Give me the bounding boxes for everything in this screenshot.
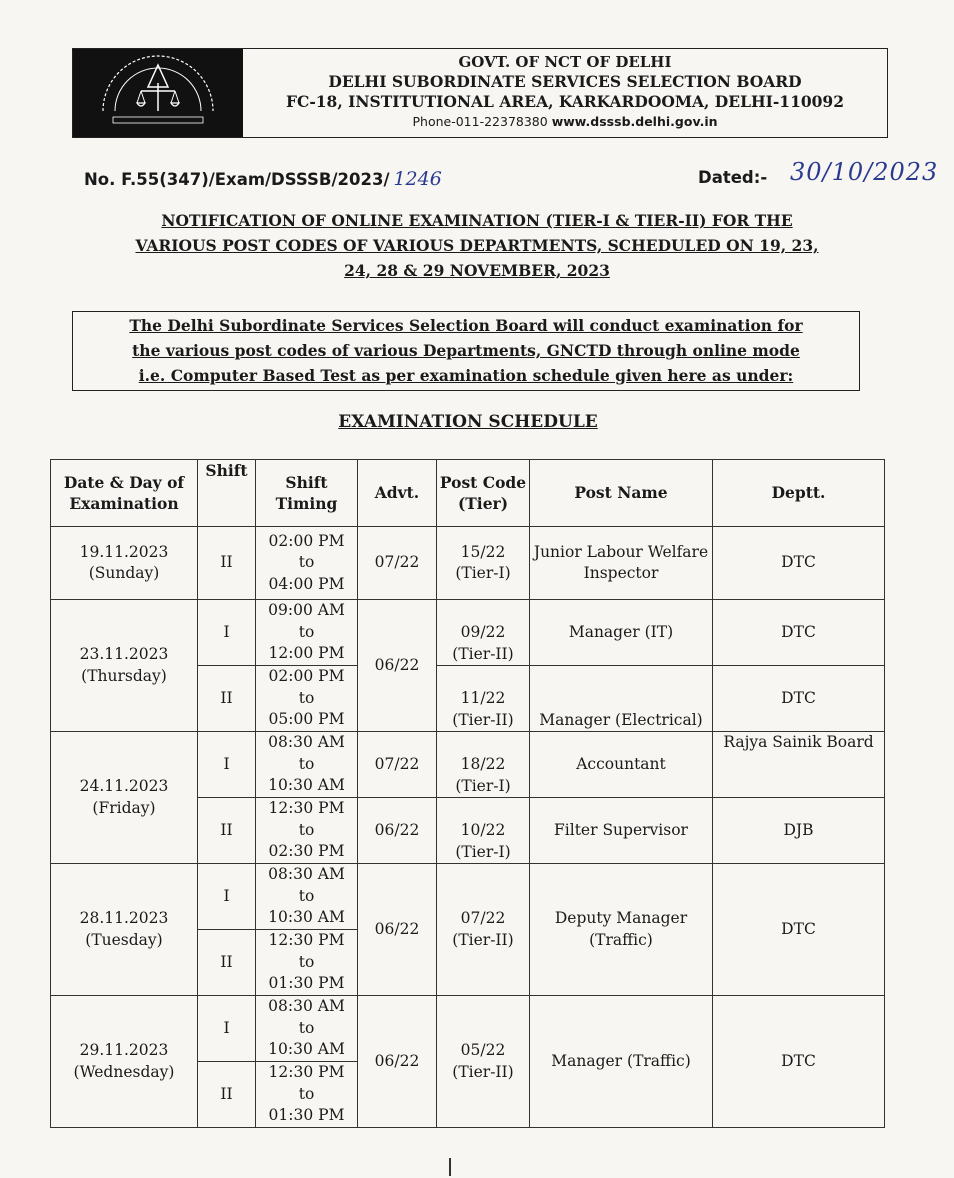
- exam-date-cell: 23.11.2023 (Thursday): [51, 600, 198, 732]
- advt-cell: 07/22: [358, 527, 437, 600]
- col-header-date: Date & Day of Examination: [51, 460, 198, 527]
- page-mark: [449, 1158, 451, 1176]
- deptt-cell: DTC: [713, 864, 885, 996]
- shift-cell: II: [198, 1062, 256, 1128]
- advt-cell: 06/22: [358, 864, 437, 996]
- notification-title-line: 24, 28 & 29 NOVEMBER, 2023: [344, 261, 610, 280]
- col-header-timing: Shift Timing: [256, 460, 358, 527]
- post-code-cell: 05/22 (Tier-II): [437, 996, 530, 1128]
- table-row: [51, 996, 885, 1062]
- reference-number: [84, 168, 442, 190]
- notification-title-line: VARIOUS POST CODES OF VARIOUS DEPARTMENTS, SCHEDULED ON 19, 23,: [135, 236, 819, 255]
- intro-line: the various post codes of various Departments, GNCTD through online mode: [132, 341, 800, 360]
- dated-handwritten: 30/10/2023: [790, 158, 939, 186]
- board-address: FC-18, INSTITUTIONAL AREA, KARKARDOOMA, DELHI-110092: [285, 92, 844, 111]
- website-link[interactable]: www.dsssb.delhi.gov.in: [551, 114, 718, 129]
- post-name-cell: Manager (Electrical): [530, 666, 713, 732]
- deptt-cell: DTC: [713, 600, 885, 666]
- col-header-post-code: Post Code (Tier): [437, 460, 530, 527]
- post-code-cell: 10/22 (Tier-I): [437, 798, 530, 864]
- timing-cell: 08:30 AM to 10:30 AM: [256, 996, 358, 1062]
- advt-cell: 07/22: [358, 732, 437, 798]
- exam-date-cell: 24.11.2023 (Friday): [51, 732, 198, 864]
- deptt-cell: DTC: [713, 996, 885, 1128]
- deptt-cell: DJB: [713, 798, 885, 864]
- letterhead: [72, 48, 888, 138]
- deptt-cell: DTC: [713, 527, 885, 600]
- post-name-cell: Manager (IT): [530, 600, 713, 666]
- shift-cell: I: [198, 864, 256, 930]
- timing-cell: 02:00 PM to 04:00 PM: [256, 527, 358, 600]
- advt-cell: 06/22: [358, 798, 437, 864]
- post-name-cell: Filter Supervisor: [530, 798, 713, 864]
- shift-cell: II: [198, 666, 256, 732]
- post-code-cell: 18/22 (Tier-I): [437, 732, 530, 798]
- exam-date-cell: 19.11.2023 (Sunday): [51, 527, 198, 600]
- phone-number: Phone-011-22378380: [412, 114, 548, 129]
- table-row: [51, 600, 885, 666]
- post-code-cell: 11/22 (Tier-II): [437, 666, 530, 732]
- post-code-cell: 09/22 (Tier-II): [437, 600, 530, 666]
- col-header-shift: Shift: [198, 460, 256, 527]
- advt-cell: 06/22: [358, 996, 437, 1128]
- govt-line: GOVT. OF NCT OF DELHI: [458, 53, 672, 71]
- table-header-row: [51, 460, 885, 527]
- post-code-cell: 15/22 (Tier-I): [437, 527, 530, 600]
- shift-cell: I: [198, 996, 256, 1062]
- intro-line: i.e. Computer Based Test as per examination schedule given here as under:: [138, 366, 794, 385]
- letterhead-text: [243, 49, 887, 137]
- notification-title: [60, 208, 894, 283]
- contact-line: [243, 112, 887, 132]
- exam-date-cell: 29.11.2023 (Wednesday): [51, 996, 198, 1128]
- timing-cell: 08:30 AM to 10:30 AM: [256, 732, 358, 798]
- col-header-post-name: Post Name: [530, 460, 713, 527]
- col-header-advt: Advt.: [358, 460, 437, 527]
- timing-cell: 09:00 AM to 12:00 PM: [256, 600, 358, 666]
- timing-cell: 08:30 AM to 10:30 AM: [256, 864, 358, 930]
- post-name-cell: Accountant: [530, 732, 713, 798]
- table-row: [51, 864, 885, 930]
- timing-cell: 12:30 PM to 01:30 PM: [256, 1062, 358, 1128]
- intro-box: [72, 311, 860, 391]
- reference-number-handwritten: 1246: [393, 168, 442, 190]
- dsssb-emblem-icon: [73, 49, 243, 137]
- shift-cell: I: [198, 732, 256, 798]
- timing-cell: 02:00 PM to 05:00 PM: [256, 666, 358, 732]
- post-code-cell: 07/22 (Tier-II): [437, 864, 530, 996]
- deptt-cell: Rajya Sainik Board: [713, 732, 885, 798]
- shift-cell: II: [198, 930, 256, 996]
- exam-date-cell: 28.11.2023 (Tuesday): [51, 864, 198, 996]
- post-name-cell: Junior Labour Welfare Inspector: [530, 527, 713, 600]
- notification-title-line: NOTIFICATION OF ONLINE EXAMINATION (TIER-I & TIER-II) FOR THE: [161, 211, 793, 230]
- table-row: [51, 527, 885, 600]
- shift-cell: II: [198, 527, 256, 600]
- timing-cell: 12:30 PM to 02:30 PM: [256, 798, 358, 864]
- reference-line: [84, 160, 944, 194]
- table-row: [51, 732, 885, 798]
- schedule-table: [50, 459, 885, 1128]
- post-name-cell: Deputy Manager (Traffic): [530, 864, 713, 996]
- advt-cell: 06/22: [358, 600, 437, 732]
- board-name: DELHI SUBORDINATE SERVICES SELECTION BOARD: [328, 72, 802, 91]
- reference-number-label: No. F.55(347)/Exam/DSSSB/2023/: [84, 170, 390, 189]
- col-header-deptt: Deptt.: [713, 460, 885, 527]
- intro-line: The Delhi Subordinate Services Selection Board will conduct examination for: [129, 316, 803, 335]
- schedule-title: EXAMINATION SCHEDULE: [338, 412, 598, 432]
- post-name-cell: Manager (Traffic): [530, 996, 713, 1128]
- deptt-cell: DTC: [713, 666, 885, 732]
- dated-label: Dated:-: [698, 168, 768, 187]
- timing-cell: 12:30 PM to 01:30 PM: [256, 930, 358, 996]
- shift-cell: I: [198, 600, 256, 666]
- shift-cell: II: [198, 798, 256, 864]
